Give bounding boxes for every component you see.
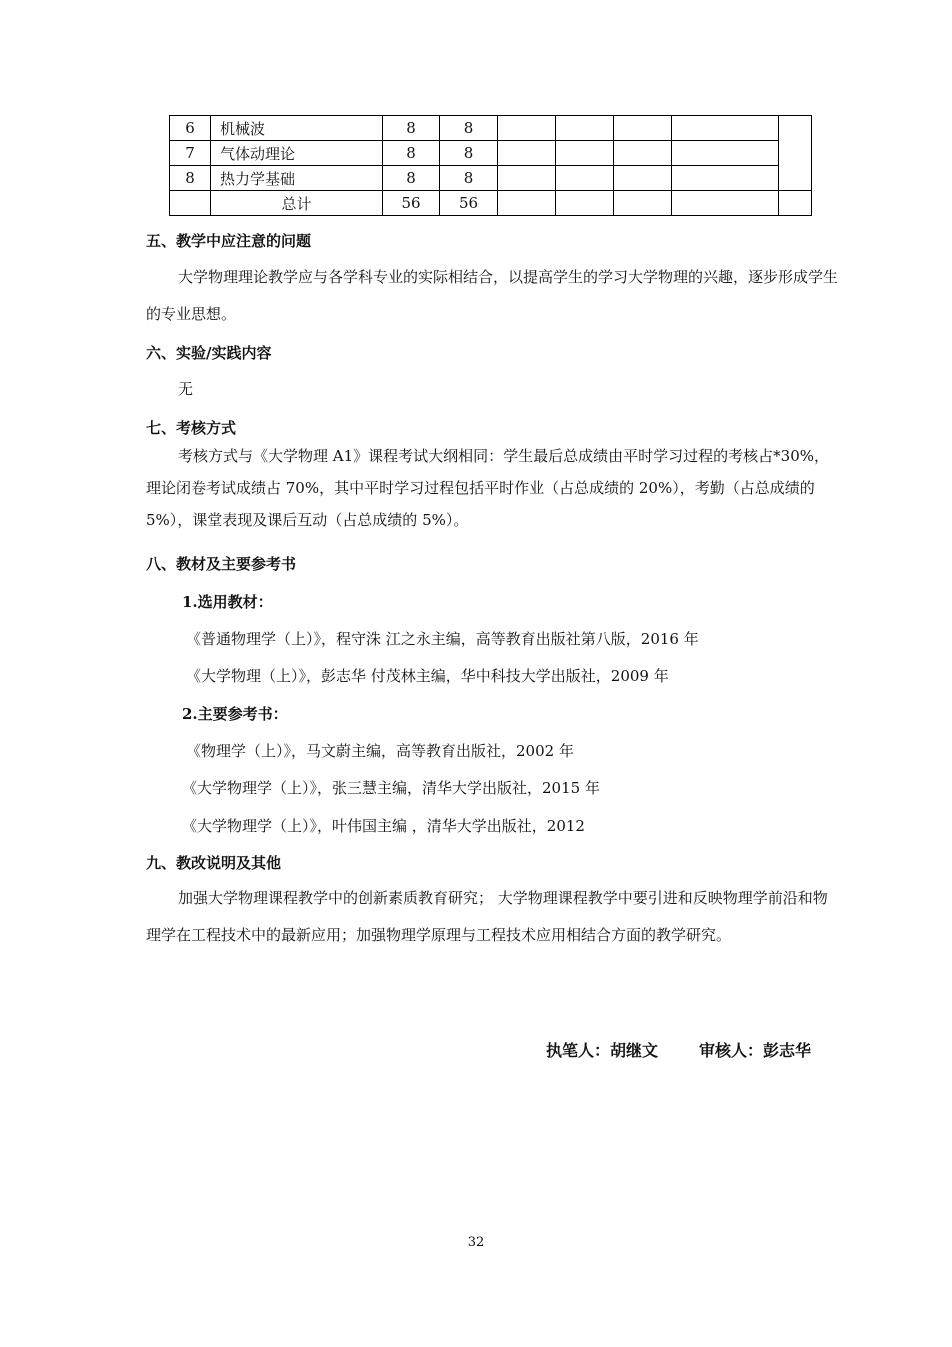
page-number: 32 xyxy=(467,1235,485,1250)
reference-item: 《大学物理学（上）》，张三慧主编，清华大学出版社，2015 年 xyxy=(182,779,600,797)
empty-cell xyxy=(779,191,812,216)
empty-cell xyxy=(556,141,614,166)
table-total-row xyxy=(170,191,812,216)
hours-total: 8 xyxy=(383,141,440,166)
reference-item: 《物理学（上）》，马文蔚主编，高等教育出版社，2002 年 xyxy=(186,742,574,760)
empty-cell xyxy=(556,166,614,191)
row-number: 6 xyxy=(170,116,211,141)
empty-cell xyxy=(170,191,211,216)
textbook-item: 《普通物理学（上）》，程守洙 江之永主编，高等教育出版社第八版，2016 年 xyxy=(186,630,699,648)
section-heading-8: 八、教材及主要参考书 xyxy=(146,555,297,573)
section-heading-7: 七、考核方式 xyxy=(146,419,237,437)
reviewer-signature: 审核人：彭志华 xyxy=(699,1041,812,1060)
empty-cell xyxy=(498,141,556,166)
hours-theory: 8 xyxy=(440,141,498,166)
empty-cell xyxy=(672,191,779,216)
empty-cell xyxy=(556,116,614,141)
section-heading-9: 九、教改说明及其他 xyxy=(146,854,282,872)
empty-cell xyxy=(614,166,672,191)
empty-cell xyxy=(672,141,779,166)
chapter-name: 机械波 xyxy=(211,116,383,141)
table-row xyxy=(170,141,812,166)
empty-cell xyxy=(498,191,556,216)
row-number: 8 xyxy=(170,166,211,191)
section-heading-5: 五、教学中应注意的问题 xyxy=(146,232,312,250)
empty-cell xyxy=(498,166,556,191)
chapter-name: 热力学基础 xyxy=(211,166,383,191)
empty-cell xyxy=(498,116,556,141)
total-hours: 56 xyxy=(383,191,440,216)
writer-signature: 执笔人：胡继文 xyxy=(546,1041,659,1060)
hours-total: 8 xyxy=(383,166,440,191)
empty-cell xyxy=(672,166,779,191)
empty-cell xyxy=(614,141,672,166)
table-row xyxy=(170,166,812,191)
empty-cell xyxy=(556,191,614,216)
hours-theory: 8 xyxy=(440,116,498,141)
empty-cell xyxy=(614,191,672,216)
chapter-name: 气体动理论 xyxy=(211,141,383,166)
section-6-text: 无 xyxy=(178,380,194,398)
merged-cell xyxy=(779,116,812,191)
section-7-text: 考核方式与《大学物理 A1》课程考试大纲相同：学生最后总成绩由平时学习过程的考核占*30%，理论闭卷考试成绩占 70%，其中平时学习过程包括平时作业（占总成绩的 20%），考勤（占总成绩的 5%），课堂表现及课后互动（占总成绩的 5%）。 xyxy=(146,447,829,529)
total-theory: 56 xyxy=(440,191,498,216)
section-heading-6: 六、实验/实践内容 xyxy=(146,344,272,362)
reference-item: 《大学物理学（上）》，叶伟国主编 ，清华大学出版社，2012 xyxy=(182,817,585,835)
empty-cell xyxy=(672,116,779,141)
section-5-text: 大学物理理论教学应与各学科专业的实际相结合，以提高学生的学习大学物理的兴趣，逐步形成学生的专业思想。 xyxy=(146,268,839,323)
hours-theory: 8 xyxy=(440,166,498,191)
total-label: 总计 xyxy=(211,191,383,216)
hours-total: 8 xyxy=(383,116,440,141)
hours-table xyxy=(169,115,812,216)
section-9-text: 加强大学物理课程教学中的创新素质教育研究； 大学物理课程教学中要引进和反映物理学前沿和物理学在工程技术中的最新应用；加强物理学原理与工程技术应用相结合方面的教学研究。 xyxy=(146,889,828,944)
empty-cell xyxy=(614,116,672,141)
textbook-item: 《大学物理（上）》，彭志华 付茂林主编，华中科技大学出版社，2009 年 xyxy=(186,667,669,685)
table-row xyxy=(170,116,812,141)
textbook-subheading: 1.选用教材： xyxy=(182,593,273,611)
row-number: 7 xyxy=(170,141,211,166)
reference-subheading: 2.主要参考书： xyxy=(182,705,288,723)
